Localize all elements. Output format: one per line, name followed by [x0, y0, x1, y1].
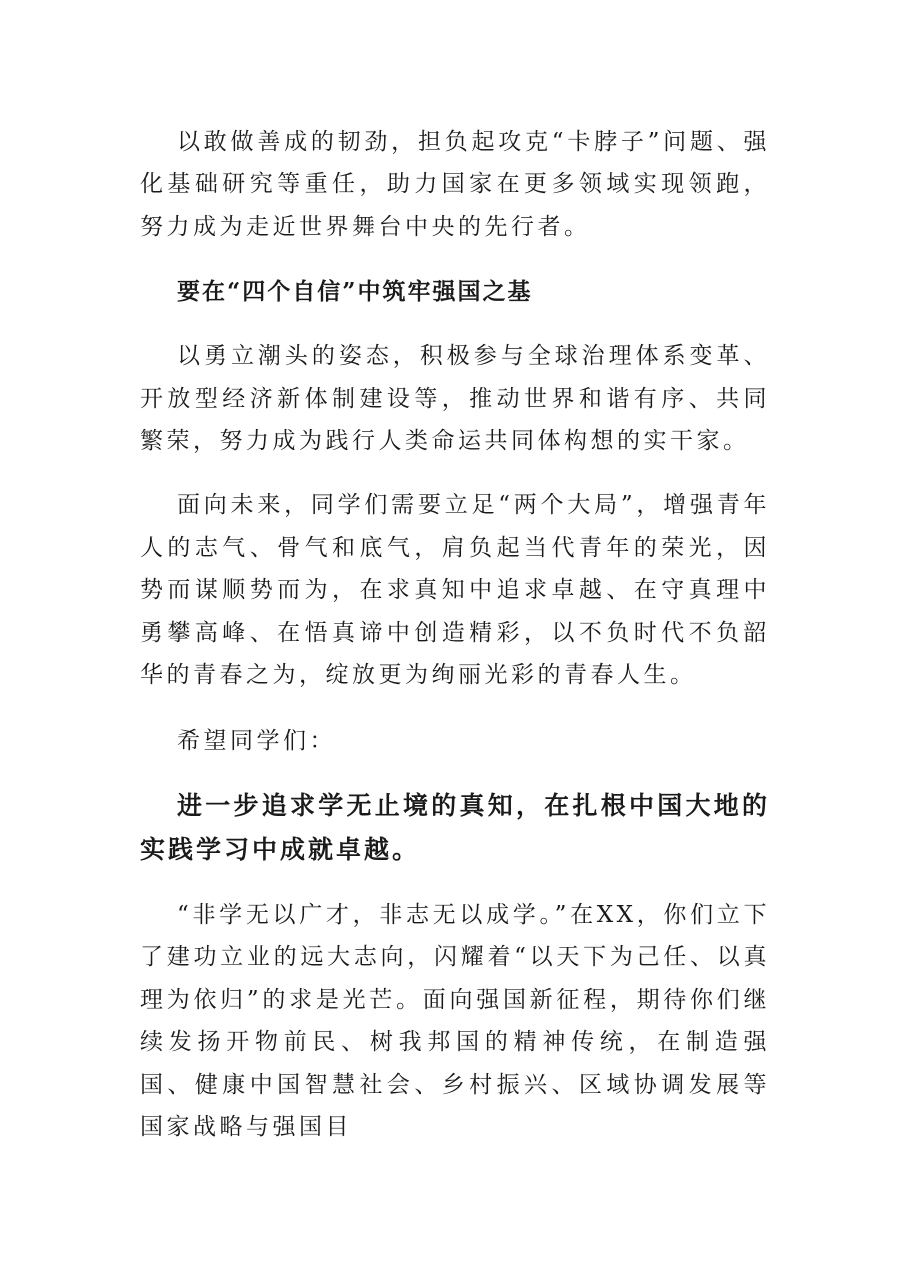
paragraph-5: “非学无以广才，非志无以成学。”在XX，你们立下了建功立业的远大志向，闪耀着“以天下为己任、以真理为依归”的求是光芒。面向强国新征程，期待你们继续发扬开物前民、树我邦国的精神传统，在制造强国、健康中国智慧社会、乡村振兴、区域协调发展等国家战略与强国目: [140, 901, 770, 1140]
spacer: [140, 248, 770, 271]
paragraph-1: 以敢做善成的韧劲，担负起攻克“卡脖子”问题、强化基础研究等重任，助力国家在更多领域实现领跑，努力成为走近世界舞台中央的先行者。: [140, 129, 770, 240]
paragraph-3: 面向未来，同学们需要立足“两个大局”，增强青年人的志气、骨气和底气，肩负起当代青年的荣光，因势而谋顺势而为，在求真知中追求卓越、在守真理中勇攀高峰、在悟真谛中创造精彩，以不负时代不负韶华的青春之为，绽放更为绚丽光彩的青春人生。: [140, 492, 770, 689]
document-body: [140, 121, 770, 1148]
spacer: [140, 696, 770, 720]
spacer: [140, 313, 770, 335]
spacer: [140, 872, 770, 894]
paragraph-4: 希望同学们：: [177, 728, 336, 755]
paragraph-2: 以勇立潮头的姿态，积极参与全球治理体系变革、开放型经济新体制建设等，推动世界和谐有序、共同繁荣，努力成为践行人类命运共同体构想的实干家。: [140, 343, 770, 455]
spacer: [140, 763, 770, 784]
spacer: [140, 462, 770, 484]
section-heading-1: 要在“四个自信”中筑牢强国之基: [177, 278, 533, 306]
section-heading-2: 进一步追求学无止境的真知，在扎根中国大地的实践学习中成就卓越。: [140, 790, 770, 864]
